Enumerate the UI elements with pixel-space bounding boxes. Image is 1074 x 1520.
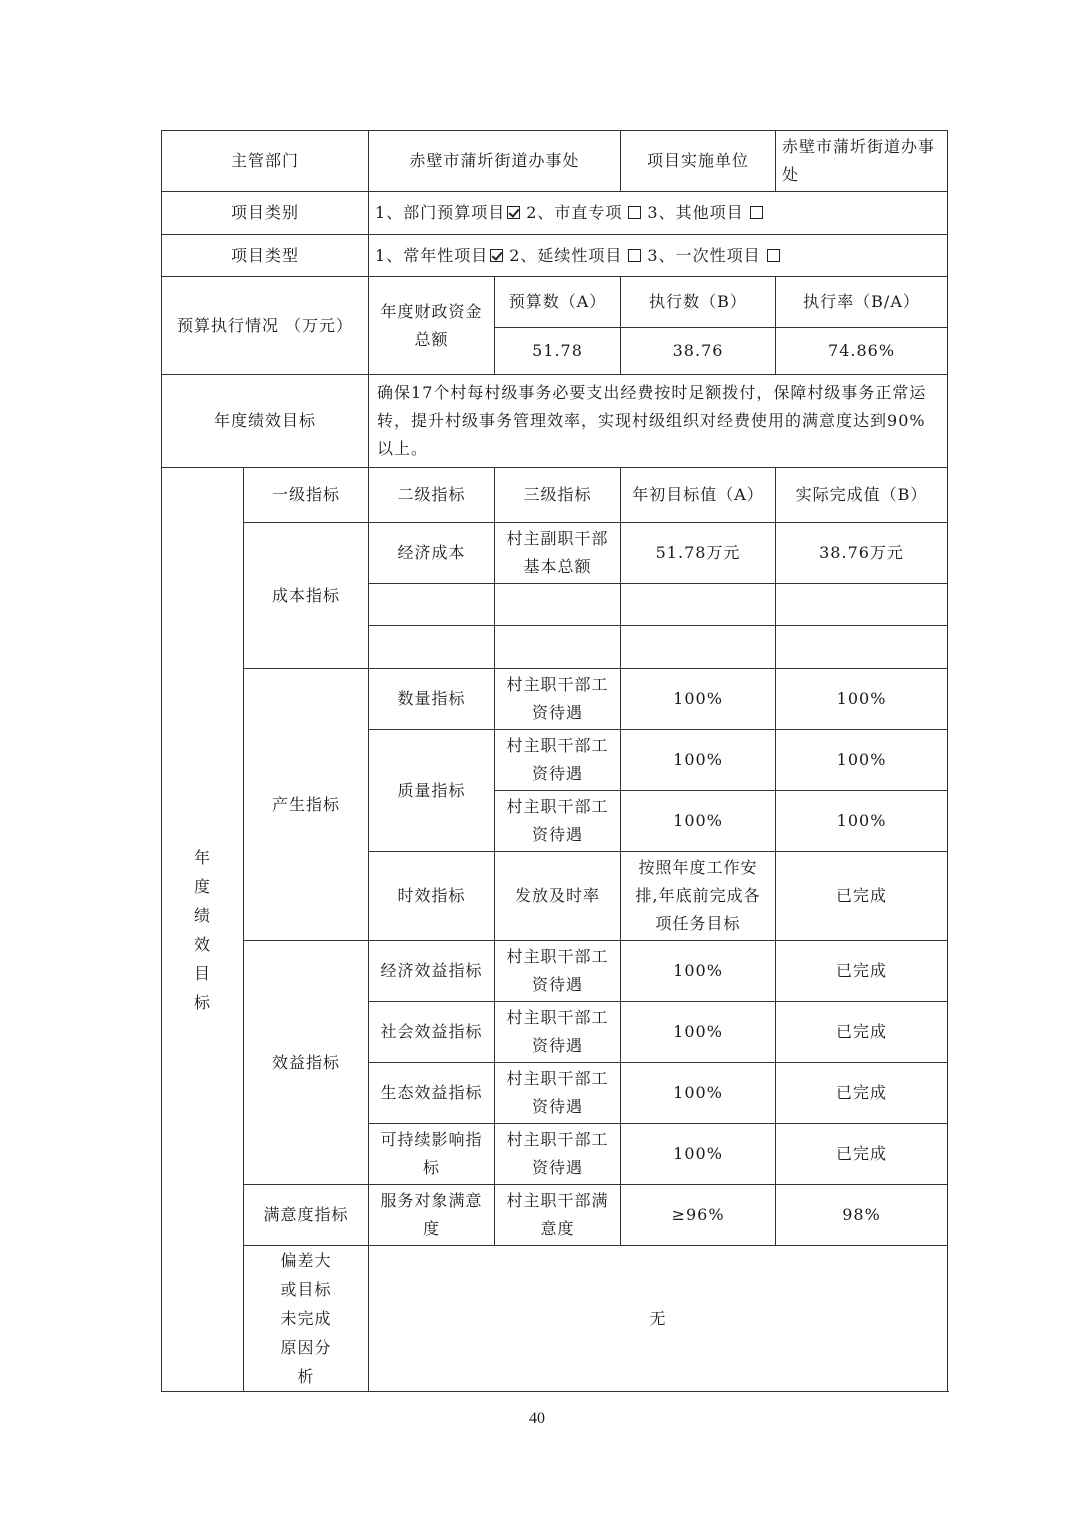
deviation-row (162, 1246, 948, 1392)
quantity-actual: 100% (776, 669, 948, 730)
benefit-actual: 已完成 (776, 1002, 948, 1063)
quality-level3: 村主职干部工资待遇 (495, 730, 621, 791)
type-options (369, 235, 948, 277)
budget-value-rate: 74.86% (776, 328, 948, 375)
deviation-label-text: 偏差大或目标未完成原因分析 (280, 1251, 332, 1386)
table-row (162, 523, 948, 584)
category-option-3: 3、其他项目 (647, 203, 744, 222)
benefit-level2: 生态效益指标 (369, 1063, 495, 1124)
header-target: 年初目标值（A） (621, 468, 776, 523)
timeliness-actual: 已完成 (776, 852, 948, 941)
page-number: 40 (529, 1410, 545, 1427)
empty-checkbox-icon[interactable] (767, 249, 780, 262)
timeliness-target: 按照年度工作安排,年底前完成各项任务目标 (621, 852, 776, 941)
benefit-target: 100% (621, 1002, 776, 1063)
benefit-level2: 可持续影响指标 (369, 1124, 495, 1185)
quantity-level2: 数量指标 (369, 669, 495, 730)
benefit-target: 100% (621, 1063, 776, 1124)
header-level2: 二级指标 (369, 468, 495, 523)
quality-level3: 村主职干部工资待遇 (495, 791, 621, 852)
dept-value: 赤壁市蒲圻街道办事处 (369, 131, 621, 192)
benefit-level3: 村主职干部工资待遇 (495, 1002, 621, 1063)
benefit-level3: 村主职干部工资待遇 (495, 1063, 621, 1124)
satisfaction-actual: 98% (776, 1185, 948, 1246)
timeliness-level3: 发放及时率 (495, 852, 621, 941)
benefit-target: 100% (621, 1124, 776, 1185)
fund-total-label: 年度财政资金总额 (369, 277, 495, 375)
type-label: 项目类型 (162, 235, 369, 277)
table-row (162, 1185, 948, 1246)
cost-level1: 成本指标 (244, 523, 369, 669)
header-level3: 三级指标 (495, 468, 621, 523)
cost-level3: 村主副职干部基本总额 (495, 523, 621, 584)
dept-label: 主管部门 (162, 131, 369, 192)
empty-checkbox-icon[interactable] (628, 249, 641, 262)
benefit-level2: 社会效益指标 (369, 1002, 495, 1063)
budget-label: 预算执行情况 （万元） (162, 277, 369, 375)
category-label: 项目类别 (162, 192, 369, 235)
satisfaction-level1: 满意度指标 (244, 1185, 369, 1246)
type-option-2: 2、延续性项目 (509, 245, 623, 265)
quality-target: 100% (621, 730, 776, 791)
indicator-header-row (162, 468, 948, 523)
benefit-level3: 村主职干部工资待遇 (495, 1124, 621, 1185)
table-row (162, 941, 948, 1002)
deviation-value: 无 (369, 1246, 948, 1392)
satisfaction-target: ≥96% (621, 1185, 776, 1246)
benefit-level3: 村主职干部工资待遇 (495, 941, 621, 1002)
budget-value-a: 51.78 (495, 328, 621, 375)
empty-checkbox-icon[interactable] (628, 206, 641, 219)
timeliness-level2: 时效指标 (369, 852, 495, 941)
goal-row (162, 375, 948, 468)
table-row (162, 669, 948, 730)
goal-text: 确保17个村每村级事务必要支出经费按时足额拨付，保障村级事务正常运转，提升村级事务管理效率，实现村级组织对经费使用的满意度达到90%以上。 (369, 375, 948, 468)
satisfaction-level3: 村主职干部满意度 (495, 1185, 621, 1246)
header-actual: 实际完成值（B） (776, 468, 948, 523)
benefit-actual: 已完成 (776, 1063, 948, 1124)
type-row (162, 235, 948, 277)
header-level1: 一级指标 (244, 468, 369, 523)
impl-unit-label: 项目实施单位 (621, 131, 776, 192)
deviation-label (244, 1246, 369, 1392)
quality-level2: 质量指标 (369, 730, 495, 852)
performance-table (161, 130, 948, 1392)
benefit-actual: 已完成 (776, 1124, 948, 1185)
header-row (162, 131, 948, 192)
budget-value-b: 38.76 (621, 328, 776, 375)
type-option-1: 1、常年性项目 (375, 245, 489, 265)
cost-actual: 38.76万元 (776, 523, 948, 584)
cost-level2: 经济成本 (369, 523, 495, 584)
impl-unit-value: 赤壁市蒲圻街道办事处 (776, 131, 948, 192)
quality-actual: 100% (776, 730, 948, 791)
satisfaction-level2: 服务对象满意度 (369, 1185, 495, 1246)
empty-checkbox-icon[interactable] (750, 206, 763, 219)
side-label-annual-goal (162, 468, 244, 1392)
budget-col-rate: 执行率（B/A） (776, 277, 948, 328)
budget-col-a: 预算数（A） (495, 277, 621, 328)
output-level1: 产生指标 (244, 669, 369, 941)
benefit-target: 100% (621, 941, 776, 1002)
benefit-level1: 效益指标 (244, 941, 369, 1185)
side-label-text: 年度绩效目标 (193, 847, 211, 1012)
benefit-level2: 经济效益指标 (369, 941, 495, 1002)
goal-label: 年度绩效目标 (162, 375, 369, 468)
benefit-actual: 已完成 (776, 941, 948, 1002)
type-option-3: 3、一次性项目 (647, 245, 761, 265)
quality-target: 100% (621, 791, 776, 852)
quantity-target: 100% (621, 669, 776, 730)
cost-target: 51.78万元 (621, 523, 776, 584)
category-row (162, 192, 948, 235)
quantity-level3: 村主职干部工资待遇 (495, 669, 621, 730)
checked-box-icon[interactable] (507, 206, 520, 219)
budget-col-b: 执行数（B） (621, 277, 776, 328)
budget-header-row (162, 277, 948, 328)
category-option-2: 2、市直专项 (526, 203, 623, 222)
checked-box-icon[interactable] (490, 249, 503, 262)
quality-actual: 100% (776, 791, 948, 852)
category-options (369, 192, 948, 235)
category-option-1: 1、部门预算项目 (375, 203, 506, 222)
